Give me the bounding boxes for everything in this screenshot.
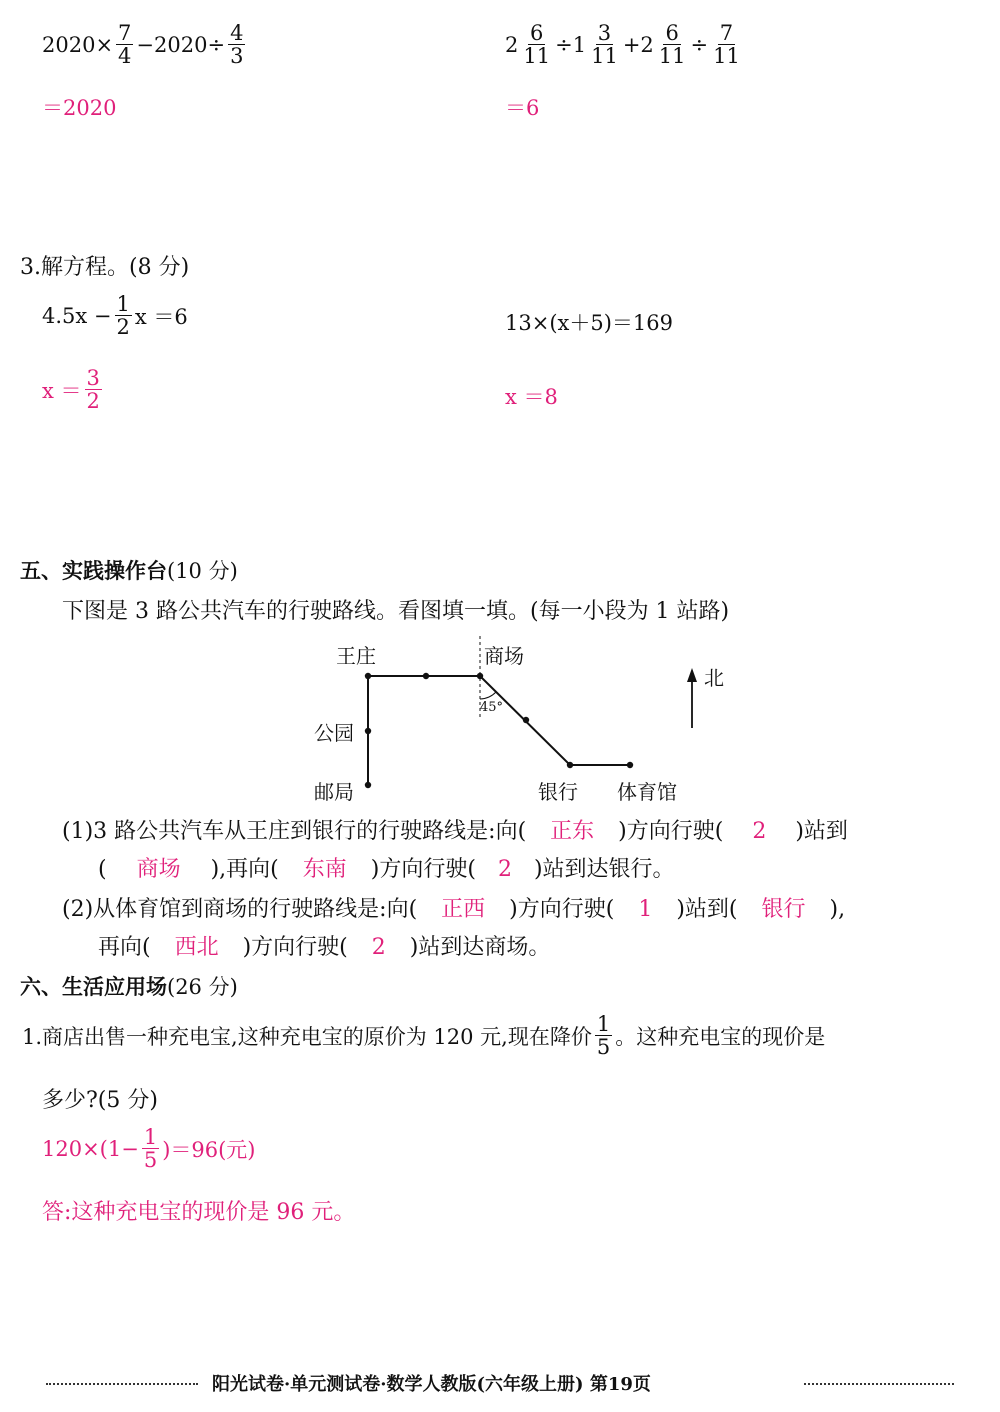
footer-dotted-line: [46, 1383, 198, 1385]
answer-blank: 2: [497, 857, 512, 882]
q2-left-expression: 2020× $\frac{7}{4}$ −2020÷ $\frac{4}{3}$: [42, 21, 244, 69]
q3-right-answer: x ＝8: [505, 385, 558, 409]
stop-gongyuan: [365, 728, 371, 734]
q3-left-answer: x ＝ $\frac{3}{2}$: [42, 366, 100, 414]
answer-blank: 2: [371, 935, 386, 960]
stop-shangchang: [477, 673, 483, 679]
fraction: $\frac{1}{5}$: [143, 1125, 158, 1173]
item1-line1: (1)3 路公共汽车从王庄到银行的行驶路线是:向( 正东 )方向行驶( 2 )站到: [62, 814, 848, 845]
fraction: $\frac{1}{5}$: [596, 1012, 611, 1060]
q2-left-answer: ＝2020: [42, 96, 117, 120]
stop-dot: [523, 717, 529, 723]
stop-wangzhuang: [365, 673, 371, 679]
footer-dotted-line: [804, 1383, 954, 1385]
fraction: $\frac{3}{2}$: [86, 366, 100, 414]
fraction: $\frac{6}{11}$: [658, 21, 686, 69]
answer-blank: 西北: [174, 935, 219, 960]
s6-q1-text: 1.商店出售一种充电宝,这种充电宝的原价为 120 元,现在降价 $\frac{1}{5}$ 。这种充电宝的现价是: [22, 1012, 826, 1060]
fraction: $\frac{7}{4}$: [118, 21, 132, 69]
label-tiyuguan: 体育馆: [617, 780, 677, 804]
q2-right-answer: ＝6: [505, 96, 540, 120]
answer-blank: 正西: [441, 897, 486, 922]
north-arrow-icon: [687, 668, 697, 682]
stop-dot: [423, 673, 429, 679]
label-shangchang: 商场: [484, 644, 524, 668]
route-line: [368, 676, 630, 785]
stop-yinhang: [567, 762, 573, 768]
label-wangzhuang: 王庄: [336, 644, 376, 668]
answer-blank: 2: [752, 819, 767, 844]
fraction: $\frac{1}{2}$: [116, 292, 130, 340]
fraction: $\frac{7}{11}$: [713, 21, 740, 69]
label-north: 北: [704, 666, 724, 690]
section5-intro: 下图是 3 路公共汽车的行驶路线。看图填一填。(每一小段为 1 站路): [62, 599, 730, 624]
label-youju: 邮局: [314, 780, 354, 804]
stop-tiyuguan: [627, 762, 633, 768]
section6-title: 六、生活应用场(26 分): [20, 975, 238, 999]
label-angle: 45°: [480, 700, 504, 715]
q2-right-expression: 2 $\frac{6}{11}$ ÷1 $\frac{3}{11}$ +2 $\frac{6}{11}$ ÷ $\frac{7}{11}$: [505, 21, 740, 69]
label-gongyuan: 公园: [314, 721, 354, 745]
s6-q1-calc: 120×(1− $\frac{1}{5}$ )＝96(元): [42, 1125, 256, 1173]
angle-arc: [480, 692, 496, 699]
q3-right-equation: 13×(x＋5)＝169: [505, 311, 673, 335]
section5-title: 五、实践操作台(10 分): [20, 559, 238, 583]
label-yinhang: 银行: [538, 780, 578, 804]
answer-blank: 商场: [136, 857, 181, 882]
q3-left-equation: 4.5x − $\frac{1}{2}$ x ＝6: [42, 292, 188, 340]
footer-text: 阳光试卷·单元测试卷·数学人教版(六年级上册) 第19页: [212, 1374, 651, 1395]
item2-line2: 再向( 西北 )方向行驶( 2 )站到达商场。: [98, 930, 550, 961]
fraction: $\frac{4}{3}$: [230, 21, 244, 69]
item2-line1: (2)从体育馆到商场的行驶路线是:向( 正西 )方向行驶( 1 )站到( 银行 ),: [62, 892, 845, 923]
q3-title: 3.解方程。(8 分): [20, 255, 190, 280]
s6-q1-answer: 答:这种充电宝的现价是 96 元。: [42, 1200, 356, 1225]
answer-blank: 东南: [302, 857, 347, 882]
answer-blank: 1: [638, 897, 653, 922]
fraction: $\frac{6}{11}$: [523, 21, 551, 69]
stop-youju: [365, 782, 371, 788]
answer-blank: 银行: [761, 897, 806, 922]
item1-line2: ( 商场 ),再向( 东南 )方向行驶( 2 )站到达银行。: [98, 852, 675, 883]
s6-q1-text-cont: 多少?(5 分): [42, 1088, 158, 1113]
answer-blank: 正东: [550, 819, 595, 844]
fraction: $\frac{3}{11}$: [591, 21, 618, 69]
